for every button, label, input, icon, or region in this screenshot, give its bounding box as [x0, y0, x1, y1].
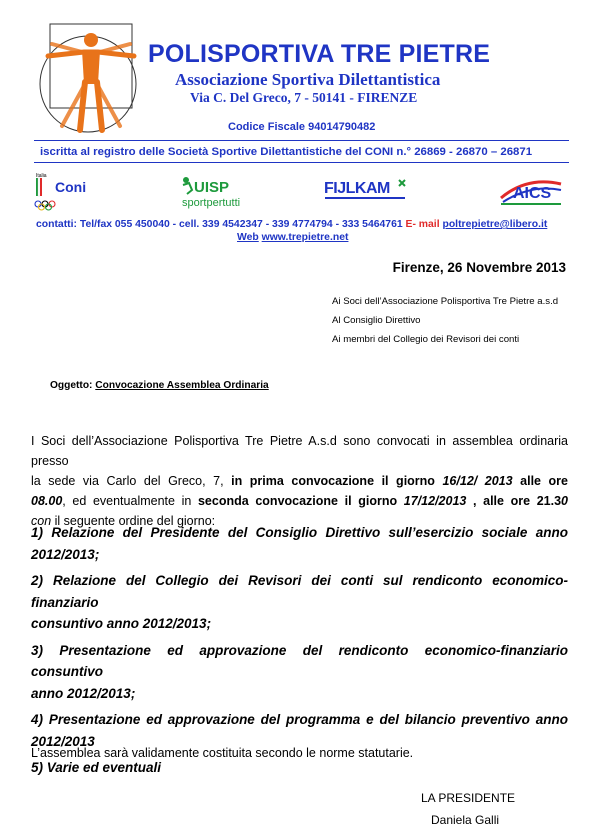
recipient-list — [332, 292, 558, 349]
agenda-item-4: 4) Presentazione ed approvazione del programma e del bilancio preventivo anno — [31, 712, 568, 727]
web-line — [237, 232, 348, 243]
organization-address: Via C. Del Greco, 7 - 50141 - FIRENZE — [190, 90, 418, 105]
email-label: E- mail — [405, 219, 440, 230]
aics-label: AICS — [513, 185, 552, 202]
uisp-logo — [180, 174, 260, 210]
organization-subtitle: Associazione Sportiva Dilettantistica — [175, 70, 441, 89]
email-link[interactable]: poltrepietre@libero.it — [442, 219, 548, 230]
fijlkam-label: FIJLKAM — [324, 180, 390, 197]
agenda-item-3-cont: anno 2012/2013; — [31, 685, 136, 701]
signature-title: LA PRESIDENTE — [421, 791, 516, 805]
body-line-1: I Soci dell’Associazione Polisportiva Tre Pietre A.s.d sono convocati in assemblea ordinaria presso — [31, 434, 568, 468]
coni-logo — [34, 172, 94, 212]
recipient-item: Al Consiglio Direttivo — [332, 315, 421, 326]
recipient-item: Ai Soci dell’Associazione Polisportiva Tre Pietre a.s.d — [332, 296, 559, 307]
fijlkam-logo — [323, 176, 409, 204]
agenda-item-5: 5) Varie ed eventuali — [31, 760, 162, 775]
agenda-item-2: 2) Relazione del Collegio dei Revisori dei conti sul rendiconto economico-finanziario — [31, 573, 568, 610]
header-divider-bottom — [34, 162, 569, 163]
contacts-line — [36, 219, 566, 230]
coni-label: Coni — [55, 179, 87, 195]
uisp-label: UISP — [194, 179, 230, 196]
aics-logo — [497, 174, 565, 208]
header-divider-top — [34, 140, 569, 141]
letter-subject — [50, 380, 269, 391]
agenda-list — [31, 522, 568, 784]
body-line-4: con il seguente ordine del giorno: — [31, 514, 216, 528]
vitruvian-man-logo — [32, 22, 140, 138]
coni-small-label: Italia — [36, 173, 47, 179]
body-line-3: 08.00, ed eventualmente in seconda convocazione il giorno 17/12/2013 , alle ore 21.30 — [31, 494, 568, 508]
agenda-item-1-cont: 2012/2013; — [31, 546, 100, 562]
letter-body — [31, 431, 568, 531]
signature-name: Daniela Galli — [431, 813, 500, 827]
closing-sentence: L’assemblea sarà validamente costituita secondo le norme statutarie. — [31, 746, 414, 760]
organization-name: POLISPORTIVA TRE PIETRE — [148, 40, 491, 68]
contacts-phones: contatti: Tel/fax 055 450040 - cell. 339 4542347 - 339 4774794 - 333 5464761 — [36, 219, 403, 230]
subject-label: Oggetto: — [50, 380, 93, 391]
agenda-item-1: 1) Relazione del Presidente del Consiglio Direttivo sull’esercizio sociale anno — [31, 525, 568, 540]
website-link[interactable]: www.trepietre.net — [261, 232, 349, 243]
uisp-sub-label: sportpertutti — [182, 197, 241, 209]
agenda-item-2-cont: consuntivo anno 2012/2013; — [31, 616, 212, 631]
agenda-item-3: 3) Presentazione ed approvazione del rendiconto economico-finanziario consuntivo — [31, 642, 568, 679]
recipient-item: Ai membri del Collegio dei Revisori dei conti — [332, 334, 520, 345]
coni-registry-note: iscritta al registro delle Società Sportive Dilettantistiche del CONI n.° 26869 - 26870 – 26871 — [40, 146, 533, 158]
web-label: Web — [237, 232, 259, 243]
agenda-item-4-cont: 2012/2013 — [31, 733, 95, 749]
subject-text: Convocazione Assemblea Ordinaria — [95, 380, 269, 391]
letter-date: Firenze, 26 Novembre 2013 — [392, 260, 566, 275]
fiscal-code: Codice Fiscale 94014790482 — [228, 121, 376, 133]
body-line-2: la sede via Carlo del Greco, 7, in prima convocazione il giorno 16/12/ 2013 alle ore — [31, 474, 568, 488]
